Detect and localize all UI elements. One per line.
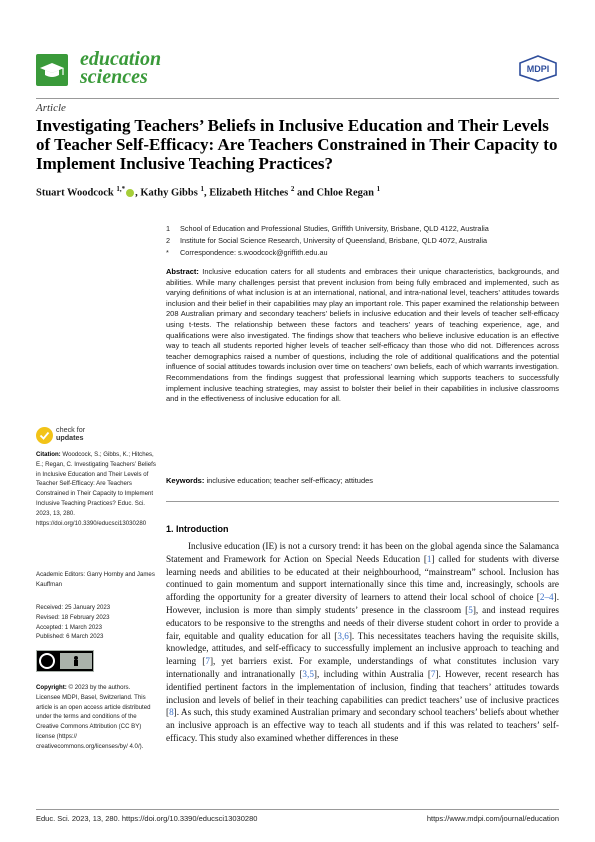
journal-url[interactable]: https://www.mdpi.com/journal/education bbox=[426, 814, 559, 823]
paragraph-text: ]. As such, this study examined Australian primary and secondary school teachers’ beliefs about whether an inclusive approach is an effective way to teach all students and if this was related to teachers’ self-efficacy. This study also examined whether differences in these bbox=[166, 707, 559, 743]
citation-block bbox=[36, 450, 156, 528]
author-separator: and bbox=[294, 187, 317, 199]
citation-label: Citation: bbox=[36, 451, 61, 458]
abstract-text: Inclusive education caters for all students and embraces their unique characteristics, backgrounds, and abilities. While many challenges persist that prevent inclusion from being fully embraced and implemented, such as varying definitions of what inclusion is at an international, national, and intra-national level, teachers’ attitudes towards inclusion and their belief in their capabilities may play an important role. This paper examined the relationship between 208 Australian primary and secondary teachers’ beliefs in inclusive education and their levels of teacher self-efficacy using t-tests. The relationship between these factors and teachers’ years of teaching experience, age, and qualifications were also investigated. The findings show that teachers who believe inclusive education is an effective way to teach all students reported higher levels of teacher self-efficacy than those who did not. Differences across teacher demographics raised a number of questions, including the role of additional qualifications and the potential influence of social attitudes towards inclusion over time on teachers’ own beliefs, each of which warrants investigation. Recommendations from the findings suggest that professional learning which supports teachers to successfully implement inclusive teaching strategies, may assist to bolster their belief in their capabilities in inclusive classrooms and in the effectiveness of inclusive education for all. bbox=[166, 267, 559, 404]
article-type: Article bbox=[36, 102, 66, 114]
affiliation-text: Institute for Social Science Research, University of Queensland, Brisbane, QLD 4072, Australia bbox=[180, 236, 488, 245]
paragraph-text: ] called for students with diverse learning needs and abilities to be educated at their neighbourhood, “mainstream” school. Inclusion has continued to gain momentum and support internationally since this time and, increasingly, schools are affording the opportunity for a greater diversity of learners to attend their local school of choice [ bbox=[166, 553, 560, 603]
section-heading: 1. Introduction bbox=[166, 524, 229, 534]
affiliation-mark: 2 bbox=[166, 236, 171, 245]
abstract bbox=[166, 267, 559, 405]
keywords-text: inclusive education; teacher self-efficacy; attitudes bbox=[206, 476, 374, 485]
header-rule bbox=[36, 98, 559, 99]
author-name[interactable]: Kathy Gibbs bbox=[140, 187, 201, 199]
author-name[interactable]: Elizabeth Hitches bbox=[209, 187, 291, 199]
journal-logo bbox=[36, 50, 166, 92]
check-updates-icon bbox=[36, 427, 53, 444]
paragraph-text: ]. However, recent research has identified pertinent factors in the implementation of inclusion, finding that teachers’ attitudes towards inclusion and levels of belief in their teaching capabilities can predict teachers’ use of inclusive practices [ bbox=[166, 668, 559, 718]
citation-link[interactable]: 5 bbox=[468, 604, 473, 615]
paragraph-text: ], and instead requires educators to be responsive to the strengths and needs of their diverse student cohort in order to provide a fair, equitable and quality education for all [ bbox=[166, 604, 559, 641]
academic-editors: Academic Editors: Garry Hornby and James Kauffman bbox=[36, 571, 155, 588]
author-separator: , bbox=[135, 187, 141, 199]
date-accepted: Accepted: 1 March 2023 bbox=[36, 623, 103, 631]
keywords-rule bbox=[166, 501, 559, 502]
author-name[interactable]: Stuart Woodcock bbox=[36, 187, 117, 199]
article-title: Investigating Teachers’ Beliefs in Inclusive Education and Their Levels of Teacher Self-Efficacy: Are Teachers Constrained in Their Capacity to Implement Inclusive Teaching Practices? bbox=[36, 116, 558, 173]
author-affiliation-sup: 1 bbox=[200, 185, 204, 193]
author-list bbox=[36, 185, 566, 199]
author-affiliation-sup: 2 bbox=[290, 185, 295, 193]
correspondence-text: Correspondence: s.woodcock@griffith.edu.au bbox=[180, 248, 328, 257]
citation-link[interactable]: 3,6 bbox=[337, 630, 349, 641]
paragraph-text: Inclusive education (IE) is not a cursory trend: it has been on the global agenda since the Salamanca Statement and Framework for Action on Special Needs Education [ bbox=[166, 541, 559, 564]
journal-name bbox=[80, 50, 170, 86]
publication-dates bbox=[36, 603, 156, 642]
graduation-cap-icon bbox=[36, 54, 68, 86]
date-published: Published: 6 March 2023 bbox=[36, 633, 104, 641]
orcid-icon[interactable] bbox=[126, 189, 134, 197]
copyright-block bbox=[36, 683, 156, 752]
citation-link[interactable]: 1 bbox=[426, 553, 432, 564]
citation-text: Woodcock, S.; Gibbs, K.; Hitches, E.; Regan, C. Investigating Teachers’ Beliefs in Inclusive Education and Their Levels of Teacher Self-Efficacy: Are Teachers Constrained in Their Capacity to Implement Inclusive Teaching Practices? Educ. Sci. 2023, 13, 280. https://doi.org/10.3390/educsci13030280 bbox=[36, 451, 156, 527]
keywords-label: Keywords: bbox=[166, 476, 205, 485]
mdpi-logo bbox=[516, 54, 560, 82]
check-updates-text bbox=[56, 426, 85, 442]
date-received: Received: 25 January 2023 bbox=[36, 604, 111, 611]
paragraph-text: ], yet barriers exist. For example, understandings of what constitutes inclusion vary internationally and intranationally [ bbox=[166, 656, 559, 679]
keywords bbox=[166, 476, 559, 485]
mdpi-logo-mark bbox=[516, 54, 560, 82]
author-separator: , bbox=[203, 187, 210, 199]
footer-citation: Educ. Sci. 2023, 13, 280. https://doi.org/10.3390/educsci13030280 bbox=[36, 814, 258, 823]
author-affiliation-sup: 1,* bbox=[116, 185, 126, 193]
date-revised: Revised: 18 February 2023 bbox=[36, 613, 110, 621]
abstract-label: Abstract: bbox=[166, 267, 199, 276]
cc-by-license-icon bbox=[36, 650, 94, 672]
citation-link[interactable]: 7 bbox=[430, 668, 436, 679]
affiliation-mark: 1 bbox=[166, 224, 171, 233]
copyright-label: Copyright: bbox=[36, 684, 67, 691]
affiliation-text: School of Education and Professional Studies, Griffith University, Brisbane, QLD 4122, Australia bbox=[180, 224, 489, 233]
cc-by-badge bbox=[36, 650, 156, 674]
citation-link[interactable]: 3,5 bbox=[302, 668, 314, 679]
mdpi-logo-text: MDPI bbox=[526, 64, 550, 74]
footer-rule bbox=[36, 809, 559, 810]
paragraph-text: ], including within Australia [ bbox=[313, 668, 431, 679]
citation-link[interactable]: 7 bbox=[205, 656, 210, 667]
journal-name-line1: education bbox=[80, 48, 162, 70]
copyright-text: © 2023 by the authors. Licensee MDPI, Basel, Switzerland. This article is an open access article distributed under the terms and conditions of the Creative Commons Attribution (CC BY) license (https:// creativecommons.org/licenses/by/ 4.0/). bbox=[36, 684, 151, 750]
introduction-text bbox=[166, 540, 559, 745]
check-for-updates-badge[interactable] bbox=[36, 425, 106, 449]
journal-name-line2: sciences bbox=[80, 66, 148, 88]
paragraph-text: ]. However, inclusion is more than simply students’ presence in the classroom [ bbox=[166, 592, 559, 615]
paragraph-text: ]. This necessitates teachers having the requisite skills, knowledge, attitudes, and self-efficacy to successfully implement an inclusive approach to teaching and learning [ bbox=[166, 630, 559, 667]
citation-link[interactable]: 8 bbox=[169, 707, 174, 718]
check-updates-line1: check for bbox=[56, 425, 86, 434]
author-affiliation-sup: 1 bbox=[376, 185, 381, 193]
affiliation-mark: * bbox=[166, 248, 169, 257]
check-updates-line2: updates bbox=[56, 433, 84, 442]
citation-link[interactable]: 2–4 bbox=[539, 592, 554, 603]
author-name[interactable]: Chloe Regan bbox=[316, 187, 377, 199]
